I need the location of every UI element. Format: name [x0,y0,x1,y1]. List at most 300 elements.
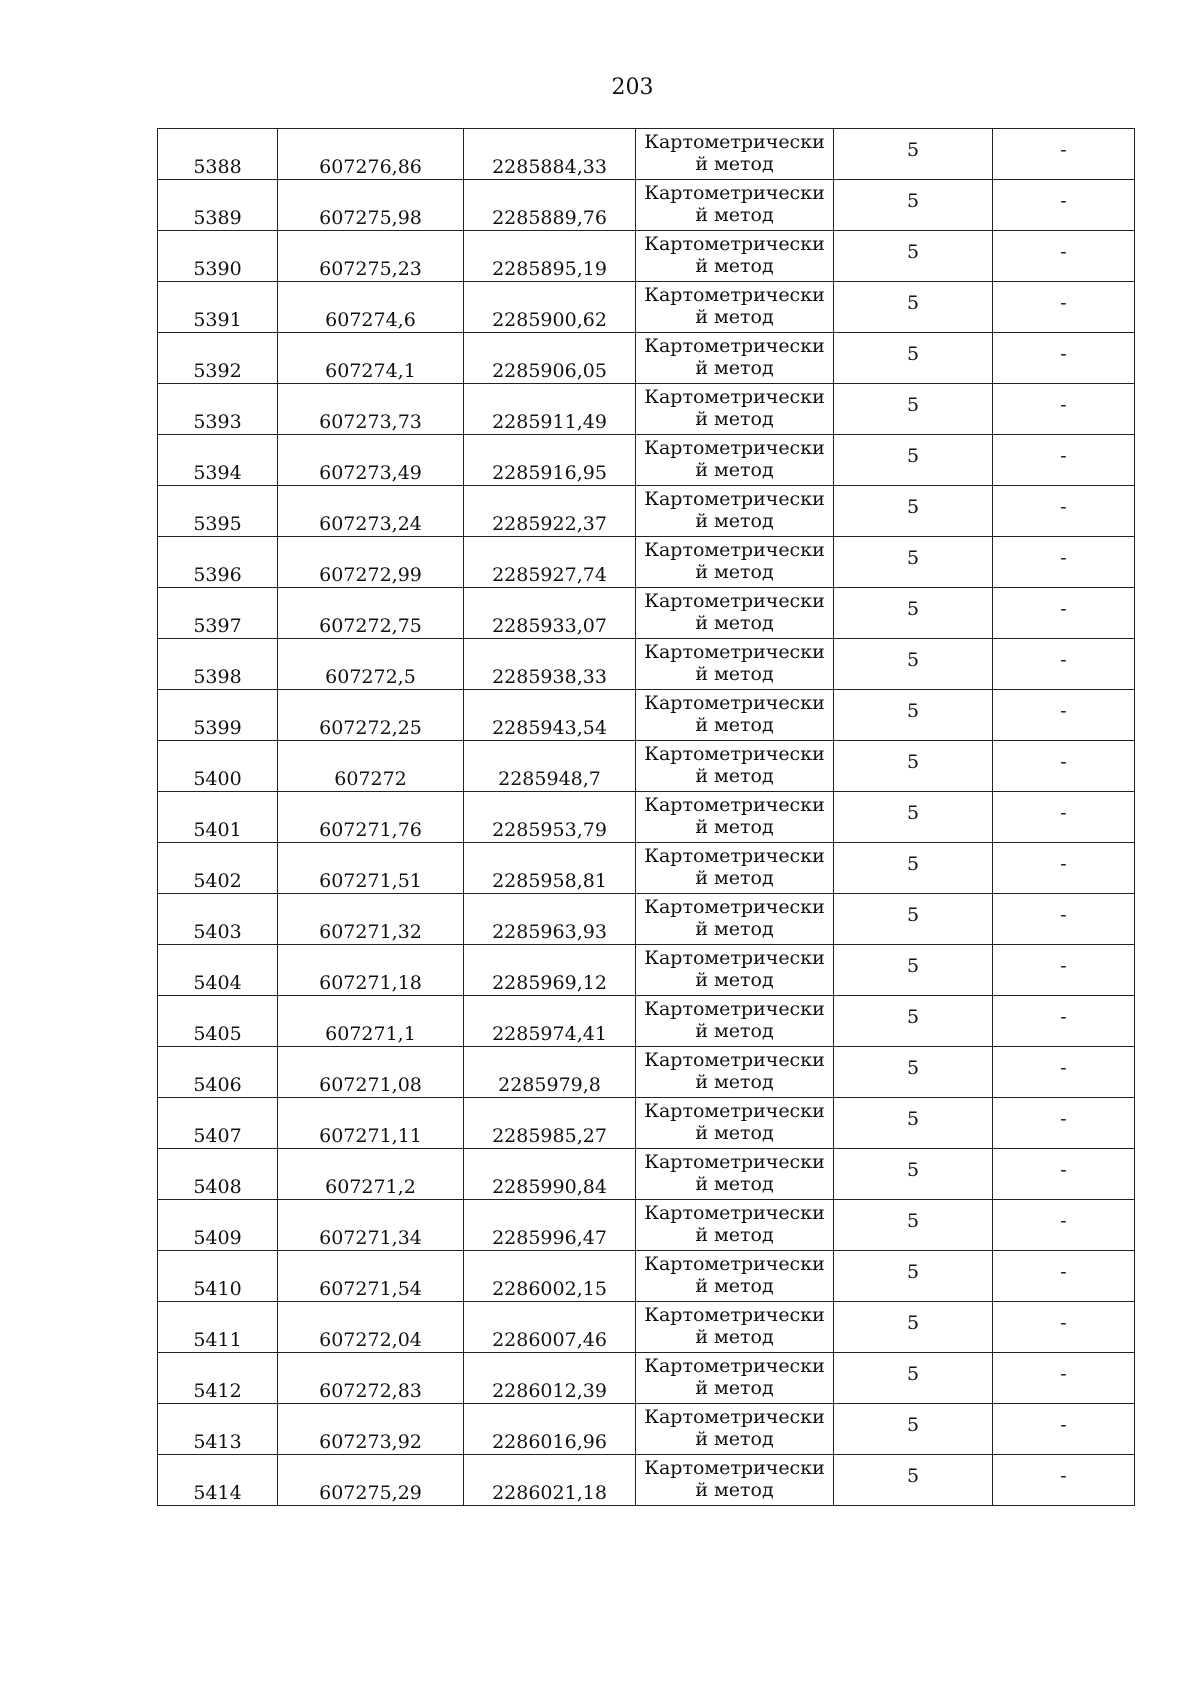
x-coordinate-cell: 607274,1 [278,333,464,384]
y-coordinate-cell: 2285933,07 [464,588,636,639]
y-coordinate-cell: 2285900,62 [464,282,636,333]
note-cell [993,1200,1135,1251]
method-cell [636,1047,834,1098]
note-cell [993,1047,1135,1098]
accuracy-cell [834,690,993,741]
y-coordinate-cell: 2285974,41 [464,996,636,1047]
y-coordinate-cell: 2285958,81 [464,843,636,894]
coordinates-table-body [158,129,1135,1506]
accuracy-cell [834,894,993,945]
note-value: - [1060,1108,1067,1131]
accuracy-cell [834,1200,993,1251]
y-coordinate-cell: 2285985,27 [464,1098,636,1149]
y-coordinate-cell: 2285906,05 [464,333,636,384]
method-cell [636,843,834,894]
y-coordinate-cell: 2285963,93 [464,894,636,945]
x-coordinate-cell: 607271,54 [278,1251,464,1302]
table-row [158,1455,1135,1506]
point-number-cell: 5414 [158,1455,278,1506]
method-text-line: й метод [695,612,774,634]
note-value: - [1060,394,1067,417]
x-coordinate-cell: 607271,08 [278,1047,464,1098]
method-text-line: й метод [695,1479,774,1501]
accuracy-cell [834,384,993,435]
note-value: - [1060,1312,1067,1335]
note-cell [993,333,1135,384]
point-number-cell: 5409 [158,1200,278,1251]
method-cell [636,282,834,333]
y-coordinate-cell: 2285884,33 [464,129,636,180]
accuracy-value: 5 [906,1210,920,1233]
note-cell [993,435,1135,486]
x-coordinate-cell: 607275,98 [278,180,464,231]
x-coordinate-cell: 607276,86 [278,129,464,180]
note-cell [993,690,1135,741]
note-cell [993,1302,1135,1353]
x-coordinate-cell: 607271,32 [278,894,464,945]
accuracy-cell [834,1251,993,1302]
table-row [158,1149,1135,1200]
table-row [158,588,1135,639]
note-value: - [1060,1159,1067,1182]
point-number-cell: 5412 [158,1353,278,1404]
method-cell [636,129,834,180]
method-cell [636,537,834,588]
note-cell [993,282,1135,333]
method-cell [636,792,834,843]
point-number-cell: 5408 [158,1149,278,1200]
table-row [158,996,1135,1047]
method-text-line: й метод [695,306,774,328]
note-value: - [1060,292,1067,315]
point-number-cell: 5398 [158,639,278,690]
method-cell [636,741,834,792]
y-coordinate-cell: 2285990,84 [464,1149,636,1200]
accuracy-value: 5 [906,496,920,519]
table-row [158,231,1135,282]
method-text-line: й метод [695,969,774,991]
note-cell [993,537,1135,588]
y-coordinate-cell: 2285996,47 [464,1200,636,1251]
accuracy-cell [834,1353,993,1404]
note-cell [993,486,1135,537]
point-number-cell: 5393 [158,384,278,435]
note-value: - [1060,190,1067,213]
y-coordinate-cell: 2285948,7 [464,741,636,792]
point-number-cell: 5402 [158,843,278,894]
method-text-line: Картометрически [644,743,825,766]
x-coordinate-cell: 607272,75 [278,588,464,639]
accuracy-cell [834,537,993,588]
accuracy-value: 5 [906,904,920,927]
note-value: - [1060,241,1067,264]
note-value: - [1060,1363,1067,1386]
method-text-line: Картометрически [644,233,825,256]
y-coordinate-cell: 2285943,54 [464,690,636,741]
accuracy-cell [834,1047,993,1098]
point-number-cell: 5400 [158,741,278,792]
x-coordinate-cell: 607271,2 [278,1149,464,1200]
accuracy-value: 5 [906,853,920,876]
method-text-line: Картометрически [644,1151,825,1174]
method-cell [636,1251,834,1302]
point-number-cell: 5399 [158,690,278,741]
note-value: - [1060,1414,1067,1437]
method-text-line: й метод [695,255,774,277]
y-coordinate-cell: 2285922,37 [464,486,636,537]
table-row [158,1302,1135,1353]
note-cell [993,945,1135,996]
table-row [158,894,1135,945]
method-cell [636,894,834,945]
accuracy-value: 5 [906,241,920,264]
method-text-line: Картометрически [644,437,825,460]
x-coordinate-cell: 607271,1 [278,996,464,1047]
x-coordinate-cell: 607271,51 [278,843,464,894]
method-cell [636,996,834,1047]
note-value: - [1060,751,1067,774]
note-value: - [1060,1006,1067,1029]
method-text-line: Картометрически [644,794,825,817]
y-coordinate-cell: 2285889,76 [464,180,636,231]
note-cell [993,1455,1135,1506]
note-cell [993,792,1135,843]
x-coordinate-cell: 607273,24 [278,486,464,537]
accuracy-value: 5 [906,394,920,417]
method-text-line: й метод [695,1122,774,1144]
accuracy-value: 5 [906,343,920,366]
method-text-line: й метод [695,408,774,430]
accuracy-value: 5 [906,802,920,825]
method-text-line: Картометрически [644,539,825,562]
accuracy-cell [834,333,993,384]
method-text-line: й метод [695,1224,774,1246]
method-text-line: й метод [695,765,774,787]
point-number-cell: 5405 [158,996,278,1047]
method-text-line: Картометрически [644,1049,825,1072]
point-number-cell: 5394 [158,435,278,486]
method-text-line: Картометрически [644,641,825,664]
method-cell [636,1353,834,1404]
accuracy-value: 5 [906,139,920,162]
method-cell [636,690,834,741]
method-text-line: Картометрически [644,998,825,1021]
x-coordinate-cell: 607273,92 [278,1404,464,1455]
table-row [158,1047,1135,1098]
point-number-cell: 5404 [158,945,278,996]
table-row [158,282,1135,333]
accuracy-cell [834,282,993,333]
method-cell [636,231,834,282]
point-number-cell: 5391 [158,282,278,333]
accuracy-cell [834,639,993,690]
method-cell [636,333,834,384]
x-coordinate-cell: 607271,18 [278,945,464,996]
method-text-line: Картометрически [644,947,825,970]
method-text-line: Картометрически [644,131,825,154]
y-coordinate-cell: 2286002,15 [464,1251,636,1302]
y-coordinate-cell: 2285979,8 [464,1047,636,1098]
method-text-line: Картометрически [644,284,825,307]
accuracy-value: 5 [906,1465,920,1488]
table-row [158,333,1135,384]
x-coordinate-cell: 607273,49 [278,435,464,486]
method-text-line: Картометрически [644,1100,825,1123]
y-coordinate-cell: 2285969,12 [464,945,636,996]
accuracy-value: 5 [906,445,920,468]
method-text-line: й метод [695,1020,774,1042]
method-text-line: й метод [695,357,774,379]
note-value: - [1060,496,1067,519]
note-value: - [1060,1057,1067,1080]
method-cell [636,1455,834,1506]
accuracy-cell [834,741,993,792]
method-text-line: й метод [695,510,774,532]
accuracy-value: 5 [906,1159,920,1182]
point-number-cell: 5407 [158,1098,278,1149]
accuracy-value: 5 [906,1108,920,1131]
method-text-line: й метод [695,1071,774,1093]
x-coordinate-cell: 607272,5 [278,639,464,690]
method-text-line: й метод [695,714,774,736]
accuracy-cell [834,1404,993,1455]
point-number-cell: 5413 [158,1404,278,1455]
table-row [158,792,1135,843]
accuracy-value: 5 [906,751,920,774]
accuracy-value: 5 [906,547,920,570]
method-cell [636,1302,834,1353]
note-value: - [1060,1261,1067,1284]
method-cell [636,1200,834,1251]
table-row [158,741,1135,792]
accuracy-cell [834,486,993,537]
y-coordinate-cell: 2285911,49 [464,384,636,435]
method-cell [636,1098,834,1149]
note-value: - [1060,445,1067,468]
point-number-cell: 5390 [158,231,278,282]
note-value: - [1060,343,1067,366]
y-coordinate-cell: 2285953,79 [464,792,636,843]
note-cell [993,1404,1135,1455]
table-row [158,1353,1135,1404]
x-coordinate-cell: 607272 [278,741,464,792]
note-cell [993,741,1135,792]
x-coordinate-cell: 607273,73 [278,384,464,435]
accuracy-value: 5 [906,190,920,213]
table-row [158,537,1135,588]
method-text-line: й метод [695,1377,774,1399]
accuracy-cell [834,435,993,486]
note-value: - [1060,1210,1067,1233]
point-number-cell: 5392 [158,333,278,384]
table-row [158,129,1135,180]
table-row [158,690,1135,741]
note-cell [993,384,1135,435]
y-coordinate-cell: 2286007,46 [464,1302,636,1353]
point-number-cell: 5401 [158,792,278,843]
method-cell [636,639,834,690]
note-cell [993,1149,1135,1200]
method-text-line: й метод [695,153,774,175]
note-value: - [1060,649,1067,672]
accuracy-value: 5 [906,1057,920,1080]
method-text-line: й метод [695,1275,774,1297]
x-coordinate-cell: 607272,04 [278,1302,464,1353]
coordinates-table [157,128,1135,1506]
note-cell [993,996,1135,1047]
method-text-line: й метод [695,1428,774,1450]
accuracy-cell [834,1302,993,1353]
y-coordinate-cell: 2286012,39 [464,1353,636,1404]
method-text-line: й метод [695,1326,774,1348]
note-value: - [1060,139,1067,162]
x-coordinate-cell: 607274,6 [278,282,464,333]
accuracy-cell [834,129,993,180]
x-coordinate-cell: 607275,23 [278,231,464,282]
accuracy-value: 5 [906,292,920,315]
note-value: - [1060,955,1067,978]
y-coordinate-cell: 2285927,74 [464,537,636,588]
table-row [158,639,1135,690]
note-cell [993,639,1135,690]
method-text-line: й метод [695,867,774,889]
accuracy-cell [834,1149,993,1200]
point-number-cell: 5395 [158,486,278,537]
accuracy-cell [834,996,993,1047]
y-coordinate-cell: 2285938,33 [464,639,636,690]
accuracy-cell [834,843,993,894]
y-coordinate-cell: 2285895,19 [464,231,636,282]
method-text-line: Картометрически [644,590,825,613]
accuracy-value: 5 [906,1414,920,1437]
note-value: - [1060,853,1067,876]
method-text-line: Картометрически [644,1355,825,1378]
method-text-line: Картометрически [644,845,825,868]
note-value: - [1060,547,1067,570]
y-coordinate-cell: 2286016,96 [464,1404,636,1455]
table-row [158,1098,1135,1149]
point-number-cell: 5388 [158,129,278,180]
note-cell [993,129,1135,180]
accuracy-cell [834,792,993,843]
note-cell [993,894,1135,945]
method-cell [636,486,834,537]
accuracy-value: 5 [906,1261,920,1284]
note-value: - [1060,598,1067,621]
method-text-line: Картометрически [644,1457,825,1480]
method-text-line: Картометрически [644,1304,825,1327]
method-cell [636,588,834,639]
x-coordinate-cell: 607272,25 [278,690,464,741]
method-text-line: Картометрически [644,896,825,919]
table-row [158,435,1135,486]
accuracy-cell [834,945,993,996]
point-number-cell: 5403 [158,894,278,945]
method-text-line: й метод [695,1173,774,1195]
table-row [158,1251,1135,1302]
point-number-cell: 5410 [158,1251,278,1302]
note-value: - [1060,1465,1067,1488]
method-text-line: Картометрически [644,1406,825,1429]
accuracy-cell [834,231,993,282]
accuracy-value: 5 [906,700,920,723]
method-cell [636,1404,834,1455]
x-coordinate-cell: 607271,11 [278,1098,464,1149]
accuracy-value: 5 [906,649,920,672]
accuracy-cell [834,1098,993,1149]
accuracy-cell [834,588,993,639]
point-number-cell: 5397 [158,588,278,639]
method-text-line: й метод [695,918,774,940]
x-coordinate-cell: 607272,83 [278,1353,464,1404]
y-coordinate-cell: 2286021,18 [464,1455,636,1506]
point-number-cell: 5389 [158,180,278,231]
accuracy-value: 5 [906,1363,920,1386]
method-text-line: й метод [695,816,774,838]
y-coordinate-cell: 2285916,95 [464,435,636,486]
method-text-line: Картометрически [644,335,825,358]
table-row [158,945,1135,996]
method-cell [636,435,834,486]
note-value: - [1060,904,1067,927]
point-number-cell: 5411 [158,1302,278,1353]
note-value: - [1060,700,1067,723]
note-value: - [1060,802,1067,825]
note-cell [993,231,1135,282]
method-text-line: Картометрически [644,1253,825,1276]
table-row [158,843,1135,894]
table-row [158,384,1135,435]
method-text-line: й метод [695,561,774,583]
method-cell [636,1149,834,1200]
table-row [158,180,1135,231]
note-cell [993,180,1135,231]
method-cell [636,945,834,996]
x-coordinate-cell: 607272,99 [278,537,464,588]
point-number-cell: 5406 [158,1047,278,1098]
accuracy-value: 5 [906,1006,920,1029]
method-text-line: Картометрически [644,488,825,511]
x-coordinate-cell: 607271,34 [278,1200,464,1251]
table-row [158,1404,1135,1455]
method-text-line: Картометрически [644,182,825,205]
method-text-line: Картометрически [644,386,825,409]
accuracy-cell [834,180,993,231]
method-cell [636,384,834,435]
page-number: 203 [611,75,654,100]
note-cell [993,843,1135,894]
note-cell [993,588,1135,639]
table-row [158,486,1135,537]
accuracy-cell [834,1455,993,1506]
note-cell [993,1251,1135,1302]
method-text-line: й метод [695,204,774,226]
method-cell [636,180,834,231]
method-text-line: Картометрически [644,692,825,715]
accuracy-value: 5 [906,1312,920,1335]
accuracy-value: 5 [906,955,920,978]
table-row [158,1200,1135,1251]
note-cell [993,1098,1135,1149]
x-coordinate-cell: 607275,29 [278,1455,464,1506]
point-number-cell: 5396 [158,537,278,588]
method-text-line: й метод [695,459,774,481]
accuracy-value: 5 [906,598,920,621]
x-coordinate-cell: 607271,76 [278,792,464,843]
method-text-line: Картометрически [644,1202,825,1225]
method-text-line: й метод [695,663,774,685]
note-cell [993,1353,1135,1404]
